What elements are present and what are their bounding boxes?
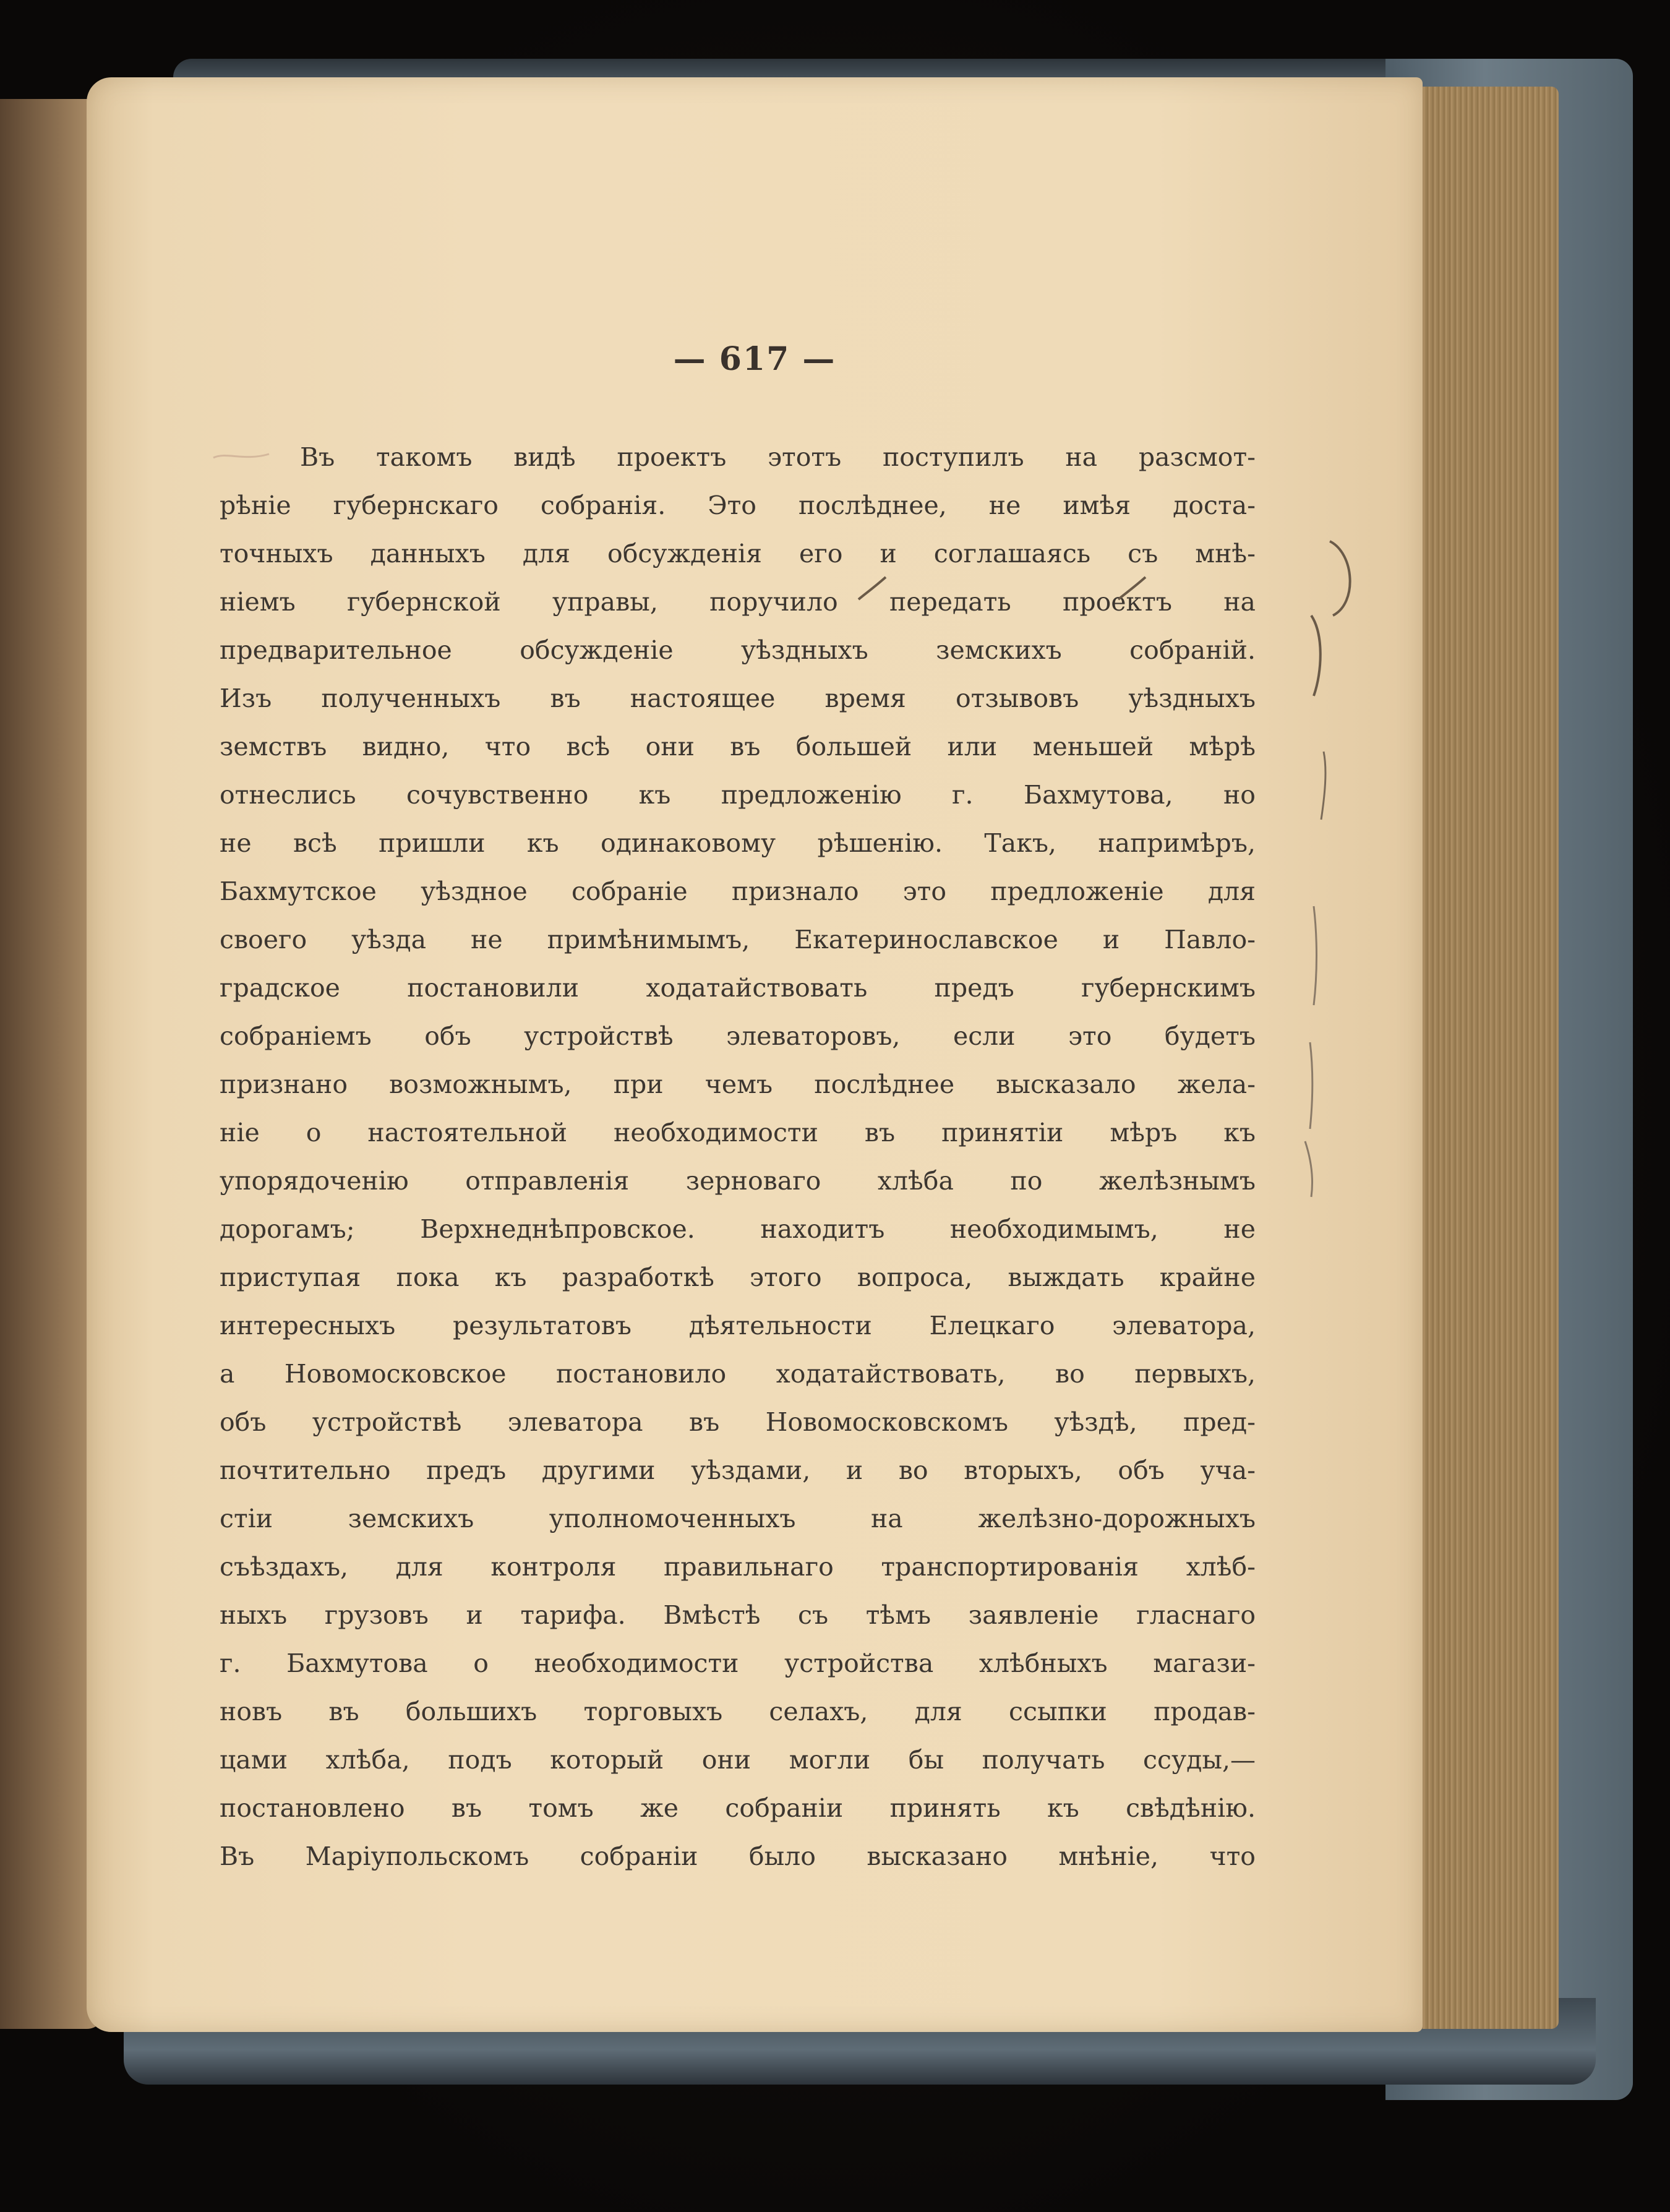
pencil-check-icon [1113,572,1150,609]
text-line: собраніемъ объ устройствѣ элеваторовъ, если это будетъ [220,1021,1256,1051]
text-line: почтительно предъ другими уѣздами, и во вторыхъ, объ уча- [220,1455,1256,1485]
page-number: — 617 — [673,340,836,378]
text-line: интересныхъ результатовъ дѣятельности Елецкаго элеватора, [220,1311,1256,1340]
text-line: предварительное обсужденіе уѣздныхъ земскихъ собраній. [220,635,1256,665]
text-line: точныхъ данныхъ для обсужденія его и соглашаясь съ мнѣ- [220,539,1256,568]
pencil-mark-icon [210,439,278,470]
text-line: Въ такомъ видѣ проектъ этотъ поступилъ на разсмот- [300,442,1256,472]
text-line: Бахмутское уѣздное собраніе признало это предложеніе для [220,877,1256,906]
text-line: ніемъ губернской управы, поручило передать проектъ на [220,587,1256,617]
book-page [87,77,1423,2032]
text-line: ныхъ грузовъ и тарифа. Вмѣстѣ съ тѣмъ заявленіе гласнаго [220,1600,1256,1630]
text-line: земствъ видно, что всѣ они въ большей или меньшей мѣрѣ [220,732,1256,761]
text-line: признано возможнымъ, при чемъ послѣднее высказало жела- [220,1070,1256,1099]
pencil-margin-marks [1287,448,1385,1314]
text-line: ніе о настоятельной необходимости въ принятіи мѣръ къ [220,1118,1256,1147]
text-line: упорядоченію отправленія зерноваго хлѣба по желѣзнымъ [220,1166,1256,1196]
text-line: объ устройствѣ элеватора въ Новомосковскомъ уѣздѣ, пред- [220,1407,1256,1437]
text-line: г. Бахмутова о необходимости устройства хлѣбныхъ магази- [220,1648,1256,1678]
text-line: Изъ полученныхъ въ настоящее время отзывовъ уѣздныхъ [220,684,1256,713]
text-line: стіи земскихъ уполномоченныхъ на желѣзно-дорожныхъ [220,1504,1256,1533]
text-line: отнеслись сочувственно къ предложенію г. Бахмутова, но [220,780,1256,810]
pencil-check-icon [854,572,891,609]
text-line: Въ Маріупольскомъ собраніи было высказано мнѣніе, что [220,1841,1256,1871]
text-line: не всѣ пришли къ одинаковому рѣшенію. Такъ, напримѣръ, [220,828,1256,858]
text-line: а Новомосковское постановило ходатайствовать, во первыхъ, [220,1359,1256,1389]
text-line: градское постановили ходатайствовать предъ губернскимъ [220,973,1256,1003]
text-line: своего уѣзда не примѣнимымъ, Екатеринославское и Павло- [220,925,1256,954]
body-text [220,433,1256,1880]
text-line: постановлено въ томъ же собраніи принять къ свѣдѣнію. [220,1793,1256,1823]
text-line: приступая пока къ разработкѣ этого вопроса, выждать крайне [220,1262,1256,1292]
text-line: съѣздахъ, для контроля правильнаго транспортированія хлѣб- [220,1552,1256,1582]
text-line: новъ въ большихъ торговыхъ селахъ, для ссыпки продав- [220,1697,1256,1726]
text-line: дорогамъ; Верхнеднѣпровское. находитъ необходимымъ, не [220,1214,1256,1244]
text-line: рѣніе губернскаго собранія. Это послѣднее, не имѣя доста- [220,491,1256,520]
text-line: цами хлѣба, подъ который они могли бы получать ссуды,— [220,1745,1256,1775]
